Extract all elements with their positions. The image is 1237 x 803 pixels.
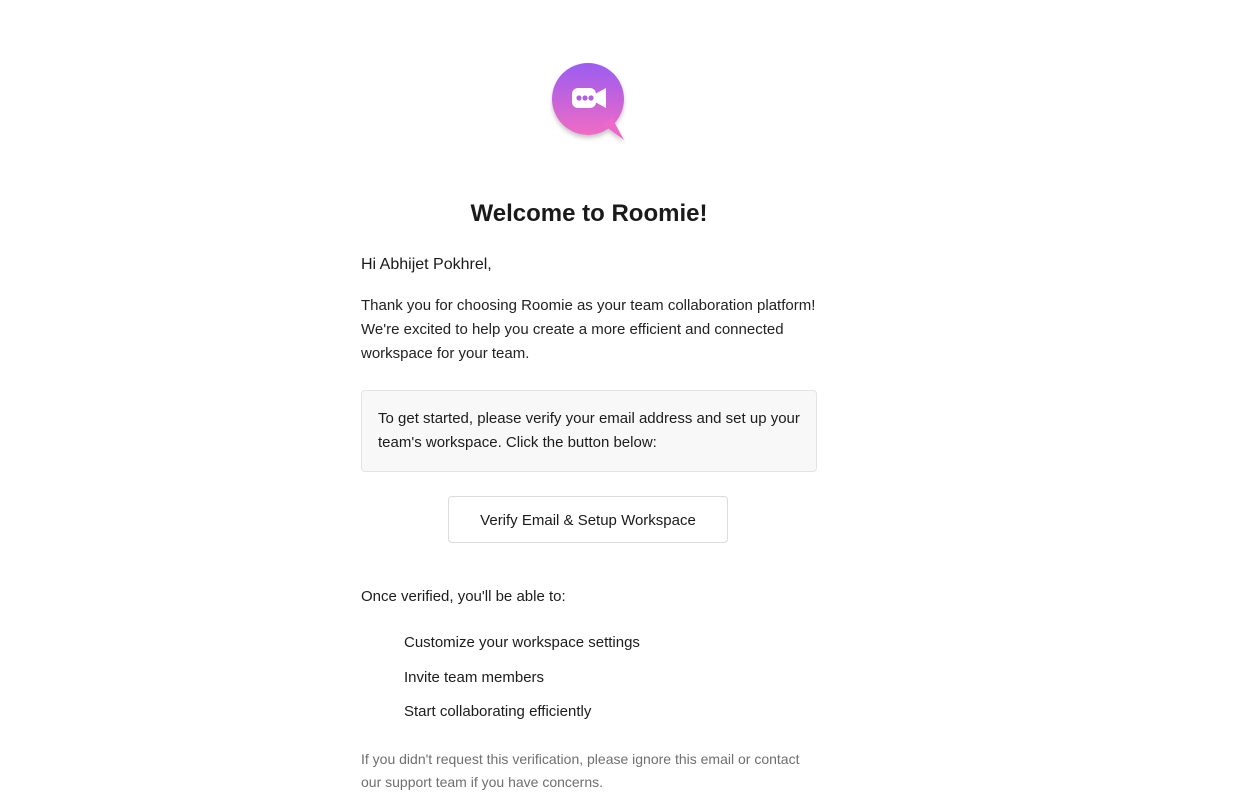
list-item: Customize your workspace settings [404,634,640,651]
greeting: Hi Abhijet Pokhrel, [361,256,492,273]
list-item: Start collaborating efficiently [404,703,592,720]
callout-text: To get started, please verify your email address and set up your team's workspace. Click the button below: [378,410,800,451]
intro-paragraph: Thank you for choosing Roomie as your team collaboration platform! We're excited to help you create a more efficient and connected workspace for your team. [361,297,816,362]
email-title: Welcome to Roomie! [470,200,708,227]
features-intro: Once verified, you'll be able to: [361,588,566,605]
verify-email-button[interactable]: Verify Email & Setup Workspace [448,496,728,543]
verification-callout [361,390,817,472]
video-chat-bubble-icon [550,60,630,144]
roomie-logo [550,60,630,144]
features-list [404,632,640,736]
footer-note: If you didn't request this verification, please ignore this email or contact our support team if you have concerns. [361,751,800,790]
list-item: Invite team members [404,668,545,686]
